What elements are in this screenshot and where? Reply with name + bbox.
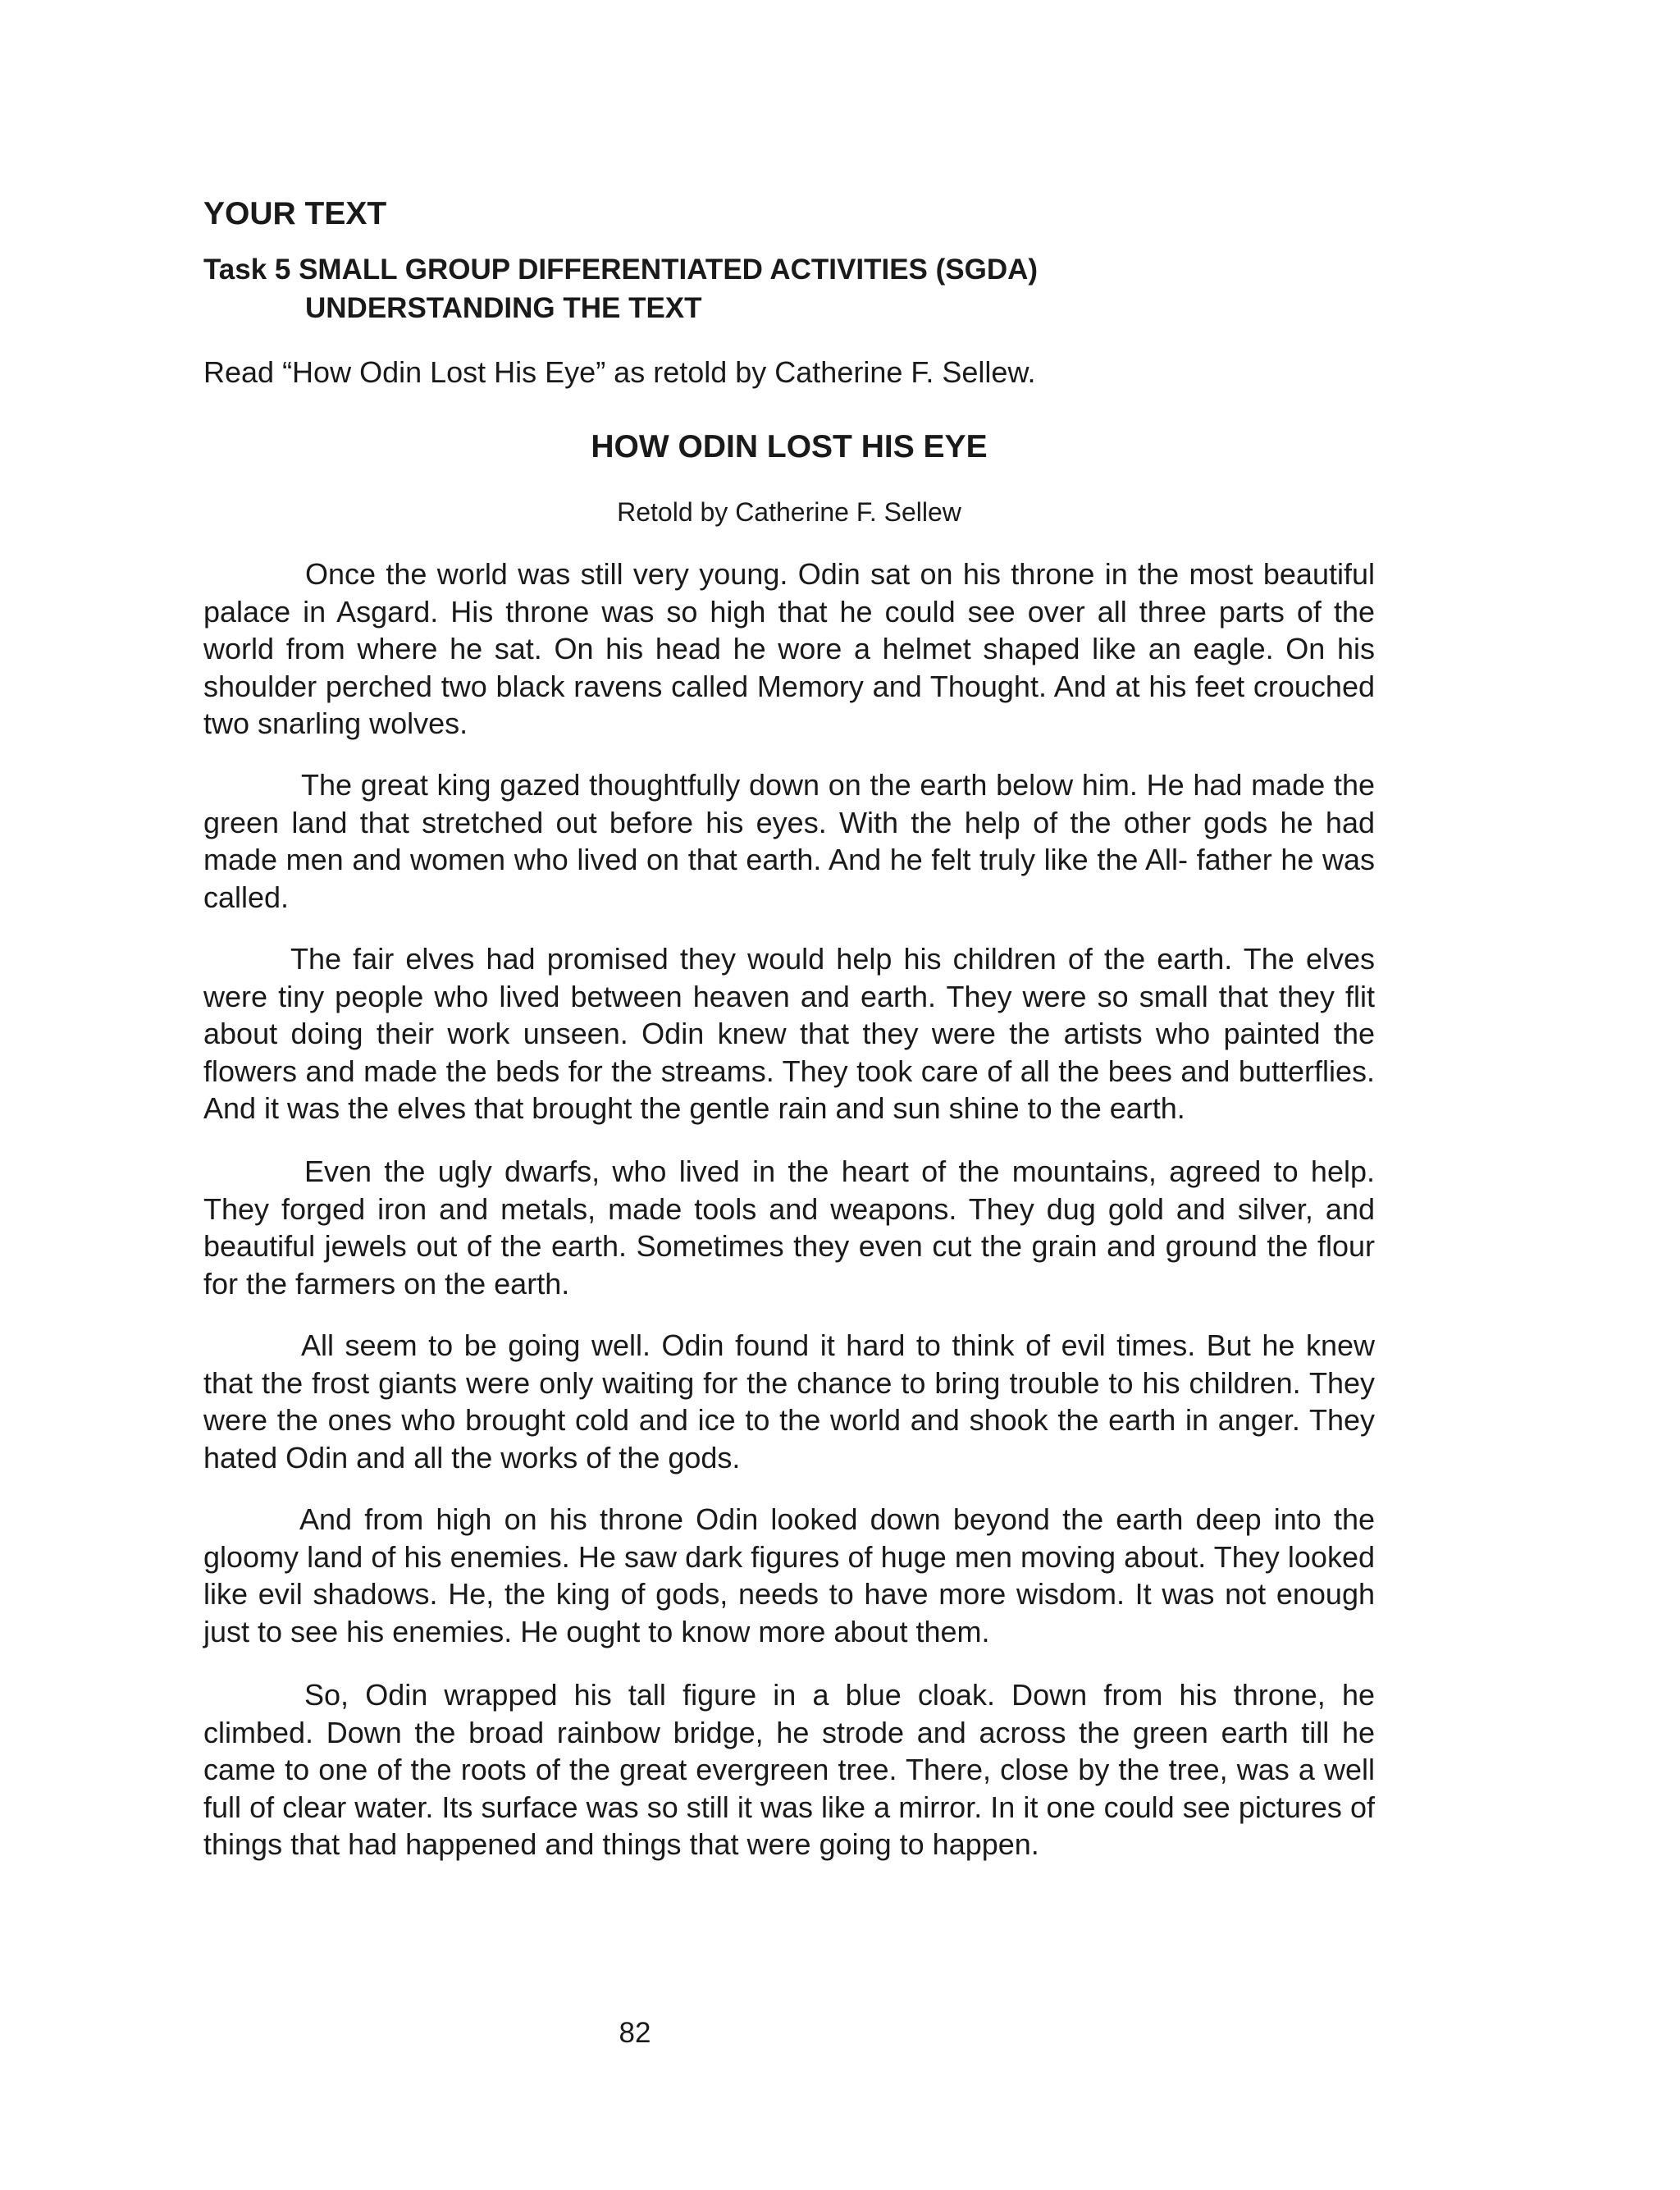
- task-heading: Task 5 SMALL GROUP DIFFERENTIATED ACTIVITIES (SGDA): [203, 254, 1039, 286]
- story-paragraph-1: Once the world was still very young. Odin sat on his throne in the most beautiful palace in Asgard. His throne was so high that he could see over all three parts of the world from where he sat. On his head he wore a helmet shaped like an eagle. On his shoulder perched two black ravens called Memory and Thought. And at his feet crouched two snarling wolves.: [203, 557, 1375, 740]
- document-page: [203, 0, 1375, 2190]
- story-paragraph-4: Even the ugly dwarfs, who lived in the heart of the mountains, agreed to help. They forged iron and metals, made tools and weapons. They dug gold and silver, and beautiful jewels out of the earth. Sometimes they even cut the grain and ground the flour for the farmers on the earth.: [203, 1154, 1375, 1301]
- story-paragraph-6: And from high on his throne Odin looked down beyond the earth deep into the gloomy land of his enemies. He saw dark figures of huge men moving about. They looked like evil shadows. He, the king of gods, needs to have more wisdom. It was not enough just to see his enemies. He ought to know more about them.: [203, 1502, 1375, 1648]
- story-paragraph-5: All seem to be going well. Odin found it hard to think of evil times. But he knew that the frost giants were only waiting for the chance to bring trouble to his children. They were the ones who brought cold and ice to the world and shook the earth in anger. They hated Odin and all the works of the gods.: [203, 1328, 1375, 1474]
- story-paragraph-7: So, Odin wrapped his tall figure in a blue cloak. Down from his throne, he climbed. Down the broad rainbow bridge, he strode and across the green earth till he came to one of the roots of the great evergreen tree. There, close by the tree, was a well full of clear water. Its surface was so still it was like a mirror. In it one could see pictures of things that had happened and things that were going to happen.: [203, 1678, 1375, 1861]
- page-number: 82: [619, 2017, 651, 2049]
- reading-instruction: Read “How Odin Lost His Eye” as retold by Catherine F. Sellew.: [203, 355, 1036, 389]
- section-title: YOUR TEXT: [203, 196, 387, 231]
- story-paragraph-2: The great king gazed thoughtfully down on the earth below him. He had made the green land that stretched out before his eyes. With the help of the other gods he had made men and women who lived on that earth. And he felt truly like the All- father he was called.: [203, 768, 1375, 914]
- task-subheading: UNDERSTANDING THE TEXT: [305, 292, 702, 324]
- story-author: Retold by Catherine F. Sellew: [617, 497, 961, 527]
- story-paragraph-3: The fair elves had promised they would help his children of the earth. The elves were tiny people who lived between heaven and earth. They were so small that they flit about doing their work unseen. Odin knew that they were the artists who painted the flowers and made the beds for the streams. They took care of all the bees and butterflies. And it was the elves that brought the gentle rain and sun shine to the earth.: [203, 942, 1375, 1125]
- story-title: HOW ODIN LOST HIS EYE: [591, 429, 988, 464]
